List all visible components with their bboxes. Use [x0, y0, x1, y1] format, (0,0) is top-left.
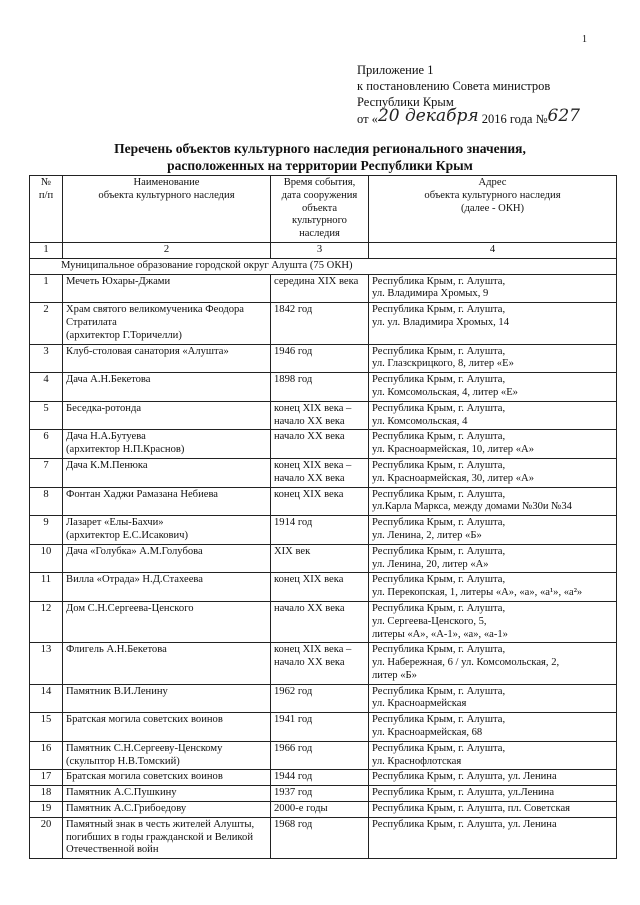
object-address: Республика Крым, г. Алушта, ул. Ленина, 2, литер «Б»: [369, 516, 617, 545]
section-label: Муниципальное образование городской округ Алушта: [61, 259, 308, 271]
object-address: Республика Крым, г. Алушта, ул. Ленина: [369, 817, 617, 858]
table-row: [30, 741, 617, 770]
object-date: 1898 год: [271, 373, 369, 402]
object-name: Дача А.Н.Бекетова: [63, 373, 271, 402]
object-name: Братская могила советских воинов: [63, 770, 271, 786]
table-row: [30, 802, 617, 818]
header-num: № п/п: [30, 176, 63, 243]
table-row: [30, 786, 617, 802]
section-cell: [30, 258, 617, 274]
object-date: середина XIX века: [271, 274, 369, 303]
object-name: Дом С.Н.Сергеева-Ценского: [63, 601, 271, 642]
object-name: Мечеть Юхары-Джами: [63, 274, 271, 303]
object-date: 1946 год: [271, 344, 369, 373]
date-middle: 2016 года №: [478, 112, 548, 126]
section-row: [30, 258, 617, 274]
object-name: Вилла «Отрада» Н.Д.Стахеева: [63, 573, 271, 602]
object-name: Флигель А.Н.Бекетова: [63, 643, 271, 684]
object-address: Республика Крым, г. Алушта, ул.Карла Маркса, между домами №30и №34: [369, 487, 617, 516]
object-address: Республика Крым, г. Алушта, ул.Ленина: [369, 786, 617, 802]
object-date: 1937 год: [271, 786, 369, 802]
object-address: Республика Крым, г. Алушта, ул. Перекопская, 1, литеры «А», «а», «а¹», «а²»: [369, 573, 617, 602]
row-number: 13: [30, 643, 63, 684]
object-date: 1914 год: [271, 516, 369, 545]
object-address: Республика Крым, г. Алушта, ул. Глазскрицкого, 8, литер «Е»: [369, 344, 617, 373]
object-date: 1968 год: [271, 817, 369, 858]
column-index: 4: [369, 242, 617, 258]
object-name: Памятный знак в честь жителей Алушты, погибших в годы гражданской и Великой Отечественной войн: [63, 817, 271, 858]
object-date: 1944 год: [271, 770, 369, 786]
table-row: [30, 544, 617, 573]
heritage-objects-table: [29, 175, 617, 859]
object-date: 1842 год: [271, 303, 369, 344]
object-address: Республика Крым, г. Алушта, ул. Владимира Хромых, 9: [369, 274, 617, 303]
column-index-row: [30, 242, 617, 258]
column-index: 1: [30, 242, 63, 258]
object-date: начало XX века: [271, 430, 369, 459]
row-number: 2: [30, 303, 63, 344]
row-number: 12: [30, 601, 63, 642]
row-number: 1: [30, 274, 63, 303]
header-date: Время события, дата сооружения объекта культурного наследия: [271, 176, 369, 243]
appendix-republic: Республики Крым: [357, 95, 454, 109]
row-number: 20: [30, 817, 63, 858]
table-row: [30, 573, 617, 602]
object-address: Республика Крым, г. Алушта, ул. Ленина: [369, 770, 617, 786]
object-name: Памятник А.С.Грибоедову: [63, 802, 271, 818]
object-date: конец XIX века – начало XX века: [271, 458, 369, 487]
object-address: Республика Крым, г. Алушта, ул. Сергеева-Ценского, 5, литеры «А», «А-1», «а», «а-1»: [369, 601, 617, 642]
row-number: 14: [30, 684, 63, 713]
appendix-block: [357, 62, 580, 127]
appendix-title: Приложение 1: [357, 63, 434, 77]
table-row: [30, 770, 617, 786]
row-number: 11: [30, 573, 63, 602]
object-date: XIX век: [271, 544, 369, 573]
column-index: 3: [271, 242, 369, 258]
object-address: Республика Крым, г. Алушта, ул. Красноармейская: [369, 684, 617, 713]
object-address: Республика Крым, г. Алушта, ул. Ленина, 20, литер «А»: [369, 544, 617, 573]
object-date: начало XX века: [271, 601, 369, 642]
object-address: Республика Крым, г. Алушта, ул. Краснофлотская: [369, 741, 617, 770]
object-name: Памятник С.Н.Сергееву-Ценскому (скульптор Н.В.Томский): [63, 741, 271, 770]
object-address: Республика Крым, г. Алушта, ул. ул. Владимира Хромых, 14: [369, 303, 617, 344]
appendix-resolution: к постановлению Совета министров: [357, 79, 551, 93]
object-name: Дача «Голубка» А.М.Голубова: [63, 544, 271, 573]
object-date: 2000-е годы: [271, 802, 369, 818]
row-number: 16: [30, 741, 63, 770]
appendix-date-line: [357, 106, 580, 127]
date-prefix: от «: [357, 112, 378, 126]
column-index: 2: [63, 242, 271, 258]
row-number: 6: [30, 430, 63, 459]
header-name: Наименование объекта культурного наследия: [63, 176, 271, 243]
object-name: Дача К.М.Пенюка: [63, 458, 271, 487]
object-name: Клуб-столовая санатория «Алушта»: [63, 344, 271, 373]
object-address: Республика Крым, г. Алушта, ул. Красноармейская, 68: [369, 713, 617, 742]
table-row: [30, 713, 617, 742]
object-name: Братская могила советских воинов: [63, 713, 271, 742]
table-row: [30, 458, 617, 487]
object-name: Памятник А.С.Пушкину: [63, 786, 271, 802]
header-address: Адрес объекта культурного наследия (далее - ОКН): [369, 176, 617, 243]
object-name: Храм святого великомученика Феодора Стратилата (архитектор Г.Торичелли): [63, 303, 271, 344]
table-row: [30, 487, 617, 516]
row-number: 5: [30, 401, 63, 430]
row-number: 3: [30, 344, 63, 373]
row-number: 10: [30, 544, 63, 573]
title-line-2: расположенных на территории Республики Крым: [167, 158, 473, 173]
object-name: Памятник В.И.Ленину: [63, 684, 271, 713]
object-address: Республика Крым, г. Алушта, ул. Комсомольская, 4: [369, 401, 617, 430]
table-row: [30, 516, 617, 545]
object-date: конец XIX века: [271, 487, 369, 516]
object-name: Дача Н.А.Бутуева (архитектор Н.П.Краснов): [63, 430, 271, 459]
object-name: Фонтан Хаджи Рамазана Небиева: [63, 487, 271, 516]
row-number: 15: [30, 713, 63, 742]
object-name: Беседка-ротонда: [63, 401, 271, 430]
table-row: [30, 430, 617, 459]
row-number: 18: [30, 786, 63, 802]
object-address: Республика Крым, г. Алушта, ул. Красноармейская, 10, литер «А»: [369, 430, 617, 459]
object-address: Республика Крым, г. Алушта, ул. Красноармейская, 30, литер «А»: [369, 458, 617, 487]
table-row: [30, 601, 617, 642]
table-row: [30, 401, 617, 430]
object-name: Лазарет «Елы-Бахчи» (архитектор Е.С.Исакович): [63, 516, 271, 545]
row-number: 8: [30, 487, 63, 516]
object-date: конец XIX века: [271, 573, 369, 602]
section-count: (75 ОКН): [307, 259, 353, 271]
object-address: Республика Крым, г. Алушта, пл. Советская: [369, 802, 617, 818]
document-title: [0, 140, 640, 174]
table-row: [30, 643, 617, 684]
table-row: [30, 274, 617, 303]
row-number: 19: [30, 802, 63, 818]
row-number: 17: [30, 770, 63, 786]
page-number: 1: [582, 34, 587, 45]
object-date: конец XIX века – начало XX века: [271, 401, 369, 430]
table-body: [30, 274, 617, 859]
object-date: 1941 год: [271, 713, 369, 742]
object-date: 1962 год: [271, 684, 369, 713]
title-line-1: Перечень объектов культурного наследия регионального значения,: [114, 141, 526, 156]
object-date: конец XIX века – начало XX века: [271, 643, 369, 684]
object-date: 1966 год: [271, 741, 369, 770]
table-header-row: [30, 176, 617, 243]
row-number: 9: [30, 516, 63, 545]
table-row: [30, 373, 617, 402]
table-row: [30, 684, 617, 713]
table-row: [30, 303, 617, 344]
table-row: [30, 817, 617, 858]
handwritten-date: 20 декабря: [377, 106, 479, 126]
row-number: 4: [30, 373, 63, 402]
table-row: [30, 344, 617, 373]
object-address: Республика Крым, г. Алушта, ул. Комсомольская, 4, литер «Е»: [369, 373, 617, 402]
row-number: 7: [30, 458, 63, 487]
handwritten-number: 627: [547, 106, 580, 126]
object-address: Республика Крым, г. Алушта, ул. Набережная, 6 / ул. Комсомольская, 2, литер «Б»: [369, 643, 617, 684]
